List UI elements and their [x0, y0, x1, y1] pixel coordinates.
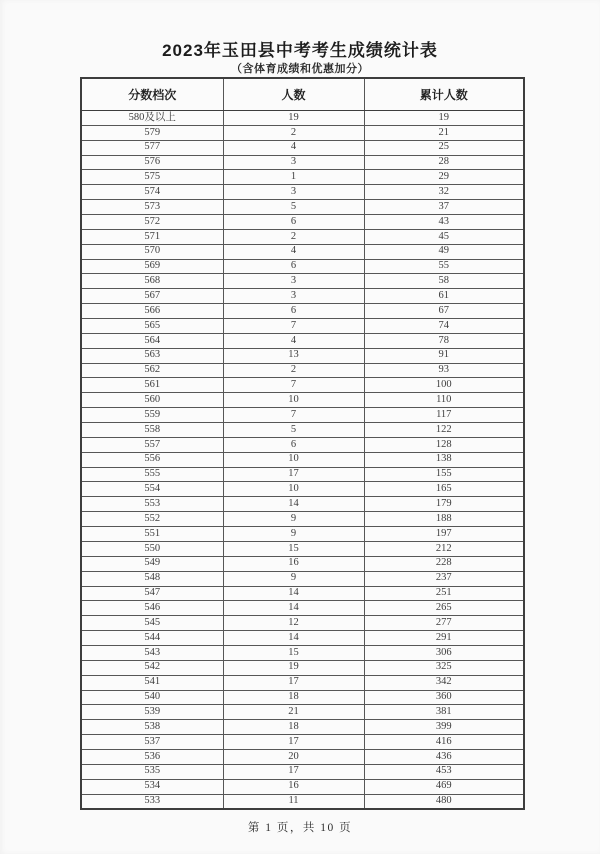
score-range-cell: 573 [81, 200, 223, 215]
count-cell: 17 [223, 467, 364, 482]
table-row [81, 690, 524, 705]
score-range-cell: 574 [81, 185, 223, 200]
cumulative-count-cell: 58 [364, 274, 524, 289]
count-cell: 19 [223, 111, 364, 126]
count-cell: 13 [223, 348, 364, 363]
score-range-cell: 545 [81, 616, 223, 631]
table-row [81, 111, 524, 126]
cumulative-count-cell: 138 [364, 452, 524, 467]
count-cell: 15 [223, 645, 364, 660]
count-cell: 10 [223, 393, 364, 408]
cumulative-count-cell: 67 [364, 304, 524, 319]
count-cell: 5 [223, 423, 364, 438]
count-cell: 2 [223, 125, 364, 140]
score-range-cell: 537 [81, 735, 223, 750]
count-cell: 21 [223, 705, 364, 720]
table-row [81, 408, 524, 423]
cumulative-count-cell: 381 [364, 705, 524, 720]
cumulative-count-cell: 480 [364, 794, 524, 809]
count-cell: 4 [223, 333, 364, 348]
score-range-cell: 540 [81, 690, 223, 705]
count-cell: 14 [223, 497, 364, 512]
cumulative-count-cell: 45 [364, 229, 524, 244]
count-cell: 7 [223, 378, 364, 393]
score-range-cell: 544 [81, 631, 223, 646]
column-header-cumulative-count: 累计人数 [364, 78, 524, 111]
count-cell: 14 [223, 601, 364, 616]
table-row [81, 527, 524, 542]
table-row [81, 720, 524, 735]
table-row [81, 749, 524, 764]
table-row [81, 200, 524, 215]
cumulative-count-cell: 291 [364, 631, 524, 646]
cumulative-count-cell: 28 [364, 155, 524, 170]
cumulative-count-cell: 399 [364, 720, 524, 735]
score-range-cell: 535 [81, 764, 223, 779]
table-row [81, 170, 524, 185]
count-cell: 9 [223, 512, 364, 527]
table-row [81, 229, 524, 244]
page-subtitle: （含体育成绩和优惠加分） [231, 63, 369, 75]
count-cell: 17 [223, 735, 364, 750]
count-cell: 2 [223, 229, 364, 244]
table-row [81, 512, 524, 527]
cumulative-count-cell: 32 [364, 185, 524, 200]
table-row [81, 556, 524, 571]
score-range-cell: 534 [81, 779, 223, 794]
table-row [81, 289, 524, 304]
table-row [81, 304, 524, 319]
cumulative-count-cell: 360 [364, 690, 524, 705]
count-cell: 15 [223, 541, 364, 556]
score-range-cell: 559 [81, 408, 223, 423]
table-row [81, 244, 524, 259]
cumulative-count-cell: 49 [364, 244, 524, 259]
count-cell: 20 [223, 749, 364, 764]
count-cell: 7 [223, 408, 364, 423]
cumulative-count-cell: 29 [364, 170, 524, 185]
table-row [81, 541, 524, 556]
cumulative-count-cell: 155 [364, 467, 524, 482]
cumulative-count-cell: 325 [364, 660, 524, 675]
cumulative-count-cell: 21 [364, 125, 524, 140]
cumulative-count-cell: 93 [364, 363, 524, 378]
table-row [81, 274, 524, 289]
count-cell: 3 [223, 289, 364, 304]
count-cell: 19 [223, 660, 364, 675]
score-range-cell: 561 [81, 378, 223, 393]
score-range-cell: 541 [81, 675, 223, 690]
table-row [81, 437, 524, 452]
table-row [81, 586, 524, 601]
count-cell: 4 [223, 140, 364, 155]
count-cell: 7 [223, 319, 364, 334]
score-range-cell: 565 [81, 319, 223, 334]
cumulative-count-cell: 100 [364, 378, 524, 393]
table-body [81, 111, 524, 810]
cumulative-count-cell: 128 [364, 437, 524, 452]
count-cell: 10 [223, 482, 364, 497]
score-range-cell: 555 [81, 467, 223, 482]
table-row [81, 482, 524, 497]
table-row [81, 764, 524, 779]
count-cell: 14 [223, 586, 364, 601]
cumulative-count-cell: 342 [364, 675, 524, 690]
table-row [81, 631, 524, 646]
score-range-cell: 575 [81, 170, 223, 185]
cumulative-count-cell: 91 [364, 348, 524, 363]
count-cell: 5 [223, 200, 364, 215]
count-cell: 2 [223, 363, 364, 378]
score-range-cell: 546 [81, 601, 223, 616]
score-range-cell: 579 [81, 125, 223, 140]
table-row [81, 497, 524, 512]
table-row [81, 675, 524, 690]
score-range-cell: 533 [81, 794, 223, 809]
score-range-cell: 542 [81, 660, 223, 675]
cumulative-count-cell: 277 [364, 616, 524, 631]
score-range-cell: 567 [81, 289, 223, 304]
score-range-cell: 558 [81, 423, 223, 438]
cumulative-count-cell: 197 [364, 527, 524, 542]
cumulative-count-cell: 55 [364, 259, 524, 274]
score-range-cell: 560 [81, 393, 223, 408]
table-row [81, 660, 524, 675]
table-row [81, 645, 524, 660]
count-cell: 17 [223, 764, 364, 779]
table-row [81, 155, 524, 170]
score-range-cell: 570 [81, 244, 223, 259]
page-footer: 第 1 页，共 10 页 [247, 822, 353, 834]
count-cell: 3 [223, 155, 364, 170]
page-title: 2023年玉田县中考考生成绩统计表 [162, 41, 438, 60]
table-row [81, 215, 524, 230]
score-range-cell: 577 [81, 140, 223, 155]
table-row [81, 705, 524, 720]
score-range-cell: 556 [81, 452, 223, 467]
score-range-cell: 539 [81, 705, 223, 720]
score-range-cell: 572 [81, 215, 223, 230]
table-row [81, 735, 524, 750]
table-row [81, 363, 524, 378]
count-cell: 17 [223, 675, 364, 690]
cumulative-count-cell: 37 [364, 200, 524, 215]
score-range-cell: 562 [81, 363, 223, 378]
cumulative-count-cell: 43 [364, 215, 524, 230]
cumulative-count-cell: 228 [364, 556, 524, 571]
header-row [81, 78, 524, 111]
cumulative-count-cell: 74 [364, 319, 524, 334]
column-header-score-range: 分数档次 [81, 78, 223, 111]
table-row [81, 125, 524, 140]
table-row [81, 452, 524, 467]
score-range-cell: 550 [81, 541, 223, 556]
table-row [81, 319, 524, 334]
count-cell: 3 [223, 185, 364, 200]
table-row [81, 571, 524, 586]
count-cell: 18 [223, 690, 364, 705]
count-cell: 10 [223, 452, 364, 467]
score-range-cell: 563 [81, 348, 223, 363]
count-cell: 18 [223, 720, 364, 735]
score-range-cell: 580及以上 [81, 111, 223, 126]
cumulative-count-cell: 469 [364, 779, 524, 794]
count-cell: 16 [223, 779, 364, 794]
cumulative-count-cell: 179 [364, 497, 524, 512]
score-range-cell: 557 [81, 437, 223, 452]
score-range-cell: 553 [81, 497, 223, 512]
score-range-cell: 549 [81, 556, 223, 571]
score-range-cell: 543 [81, 645, 223, 660]
score-range-cell: 571 [81, 229, 223, 244]
cumulative-count-cell: 25 [364, 140, 524, 155]
table-row [81, 467, 524, 482]
count-cell: 14 [223, 631, 364, 646]
cumulative-count-cell: 110 [364, 393, 524, 408]
count-cell: 6 [223, 259, 364, 274]
count-cell: 3 [223, 274, 364, 289]
score-range-cell: 547 [81, 586, 223, 601]
cumulative-count-cell: 436 [364, 749, 524, 764]
count-cell: 1 [223, 170, 364, 185]
count-cell: 9 [223, 527, 364, 542]
table-row [81, 616, 524, 631]
table-row [81, 140, 524, 155]
cumulative-count-cell: 117 [364, 408, 524, 423]
column-header-count: 人数 [223, 78, 364, 111]
cumulative-count-cell: 251 [364, 586, 524, 601]
score-range-cell: 566 [81, 304, 223, 319]
score-range-cell: 548 [81, 571, 223, 586]
cumulative-count-cell: 212 [364, 541, 524, 556]
table-row [81, 423, 524, 438]
cumulative-count-cell: 188 [364, 512, 524, 527]
score-range-cell: 576 [81, 155, 223, 170]
score-range-cell: 569 [81, 259, 223, 274]
cumulative-count-cell: 265 [364, 601, 524, 616]
table-header [81, 78, 524, 111]
table-row [81, 393, 524, 408]
cumulative-count-cell: 122 [364, 423, 524, 438]
count-cell: 9 [223, 571, 364, 586]
table-row [81, 333, 524, 348]
cumulative-count-cell: 237 [364, 571, 524, 586]
score-range-cell: 552 [81, 512, 223, 527]
count-cell: 16 [223, 556, 364, 571]
table-row [81, 348, 524, 363]
table-row [81, 185, 524, 200]
score-range-cell: 536 [81, 749, 223, 764]
cumulative-count-cell: 416 [364, 735, 524, 750]
count-cell: 6 [223, 304, 364, 319]
cumulative-count-cell: 306 [364, 645, 524, 660]
score-range-cell: 564 [81, 333, 223, 348]
score-range-cell: 538 [81, 720, 223, 735]
cumulative-count-cell: 78 [364, 333, 524, 348]
count-cell: 12 [223, 616, 364, 631]
table-row [81, 779, 524, 794]
score-range-cell: 568 [81, 274, 223, 289]
table-row [81, 601, 524, 616]
count-cell: 4 [223, 244, 364, 259]
cumulative-count-cell: 19 [364, 111, 524, 126]
score-table [80, 77, 525, 810]
cumulative-count-cell: 165 [364, 482, 524, 497]
cumulative-count-cell: 453 [364, 764, 524, 779]
table-row [81, 794, 524, 809]
score-range-cell: 554 [81, 482, 223, 497]
count-cell: 6 [223, 215, 364, 230]
count-cell: 11 [223, 794, 364, 809]
cumulative-count-cell: 61 [364, 289, 524, 304]
score-range-cell: 551 [81, 527, 223, 542]
count-cell: 6 [223, 437, 364, 452]
table-row [81, 259, 524, 274]
table-row [81, 378, 524, 393]
